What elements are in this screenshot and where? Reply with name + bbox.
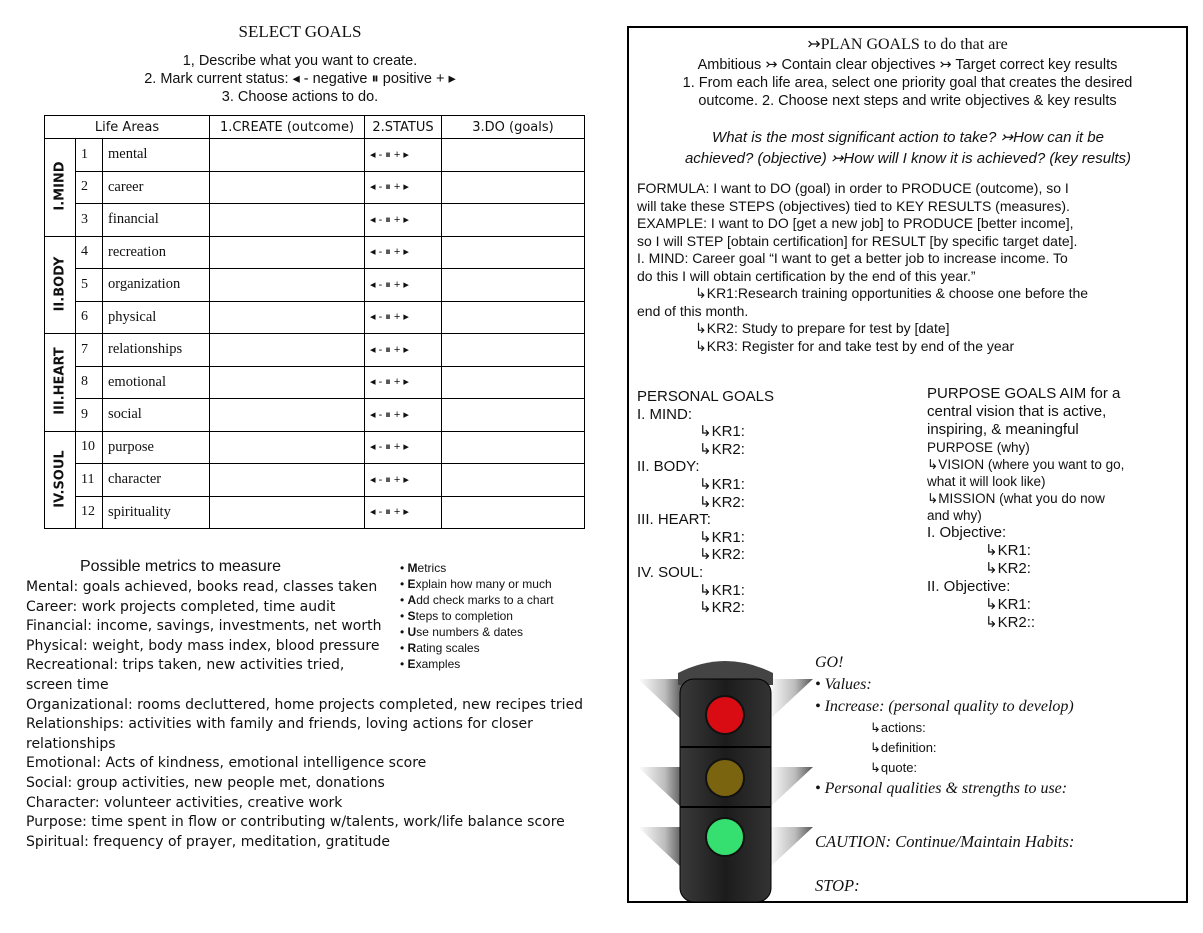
mnemonic-word: xamples <box>415 657 461 671</box>
go-definition: ↳definition: <box>870 740 937 755</box>
do-goals-cell[interactable] <box>442 301 585 334</box>
do-goals-cell[interactable] <box>442 431 585 464</box>
purpose-goals <box>927 385 1185 632</box>
mnemonic-word: etrics <box>417 561 447 575</box>
status-cell[interactable]: ◂ - ⏸ + ▸ <box>365 204 442 237</box>
row-number: 2 <box>76 171 103 204</box>
personal-kr2: ↳KR2: <box>699 546 745 564</box>
table-row <box>45 171 585 204</box>
go-section <box>815 652 1185 800</box>
mnemonic-letter: U <box>407 625 417 639</box>
row-number: 11 <box>76 464 103 497</box>
life-area-name: social <box>103 399 210 432</box>
mnemonic-item: • Steps to completion <box>400 609 513 623</box>
life-group-label: II.BODY <box>52 256 68 312</box>
status-cell[interactable]: ◂ - ⏸ + ▸ <box>365 269 442 302</box>
purpose-detail: ↳MISSION (what you do now <box>927 491 1105 506</box>
objective-1: I. Objective: <box>927 524 1007 541</box>
go-values: • Values: <box>815 676 872 693</box>
table-row <box>45 269 585 302</box>
mnemonic-word: ating scales <box>416 641 480 655</box>
do-goals-cell[interactable] <box>442 366 585 399</box>
kr-example-3: ↳KR3: Register for and take test by end of the year <box>695 337 1015 354</box>
metric-item: Spiritual: frequency of prayer, meditation, gratitude <box>26 833 390 850</box>
mnemonic-item: • Rating scales <box>400 641 480 655</box>
personal-goals <box>637 388 774 617</box>
formula-line: do this I will obtain certification by the end of this year.” <box>637 267 976 284</box>
row-number: 7 <box>76 334 103 367</box>
header-life-areas: Life Areas <box>45 116 210 139</box>
life-group-cell <box>45 496 76 529</box>
mnemonic-letter: A <box>407 593 417 607</box>
plan-goals-title: ↣PLAN GOALS to do that are <box>807 36 1008 53</box>
personal-goals-title: PERSONAL GOALS <box>637 388 774 405</box>
table-row <box>45 139 585 172</box>
kr-example-1: ↳KR1:Research training opportunities & choose one before the <box>695 285 1089 301</box>
do-goals-cell[interactable] <box>442 236 585 269</box>
instruction-1: 1, Describe what you want to create. <box>182 53 418 69</box>
traffic-light-icon <box>638 657 813 902</box>
row-number: 10 <box>76 431 103 464</box>
life-area-name: relationships <box>103 334 210 367</box>
life-area-name: character <box>103 464 210 497</box>
instruction-2: 2. Mark current status: ◂ - negative ⏸ positive + ▸ <box>144 71 456 87</box>
status-cell[interactable]: ◂ - ⏸ + ▸ <box>365 236 442 269</box>
row-number: 6 <box>76 301 103 334</box>
personal-area-soul: IV. SOUL: <box>637 563 704 581</box>
life-area-name: emotional <box>103 366 210 399</box>
amber-light-icon <box>706 759 744 797</box>
life-group-cell <box>45 431 76 508</box>
create-outcome-cell[interactable] <box>210 464 365 497</box>
red-light-icon <box>706 696 744 734</box>
do-goals-cell[interactable] <box>442 204 585 237</box>
status-cell[interactable]: ◂ - ⏸ + ▸ <box>365 334 442 367</box>
do-goals-cell[interactable] <box>442 399 585 432</box>
life-group-label: I.MIND <box>52 161 68 211</box>
mnemonic-word: teps to completion <box>415 609 513 623</box>
status-cell[interactable]: ◂ - ⏸ + ▸ <box>365 496 442 529</box>
create-outcome-cell[interactable] <box>210 171 365 204</box>
status-cell[interactable]: ◂ - ⏸ + ▸ <box>365 139 442 172</box>
formula-block <box>637 180 1185 355</box>
table-row <box>45 399 585 432</box>
status-cell[interactable]: ◂ - ⏸ + ▸ <box>365 366 442 399</box>
life-area-name: spirituality <box>103 496 210 529</box>
question-line: achieved? (objective) ↣How will I know it is achieved? (key results) <box>684 150 1132 167</box>
row-number: 3 <box>76 204 103 237</box>
life-group-cell <box>45 204 76 237</box>
personal-kr1: ↳KR1: <box>699 423 745 441</box>
mnemonic-letter: M <box>407 561 418 575</box>
table-row <box>45 431 585 464</box>
status-cell[interactable]: ◂ - ⏸ + ▸ <box>365 431 442 464</box>
create-outcome-cell[interactable] <box>210 139 365 172</box>
purpose-detail: ↳VISION (where you want to go, <box>927 457 1125 472</box>
life-group-label: III.HEART <box>52 347 68 416</box>
mnemonic-item: • Add check marks to a chart <box>400 593 554 607</box>
table-row <box>45 204 585 237</box>
mnemonic-word: xplain how many or much <box>415 577 552 591</box>
purpose-kr2: ↳KR2: <box>985 560 1031 577</box>
metric-item: Emotional: Acts of kindness, emotional intelligence score <box>26 755 427 772</box>
personal-kr1: ↳KR1: <box>699 581 745 599</box>
question-line: What is the most significant action to take? ↣How can it be <box>712 129 1104 146</box>
personal-kr1: ↳KR1: <box>699 475 745 493</box>
mnemonic-list <box>400 560 554 672</box>
table-row <box>45 496 585 529</box>
key-questions <box>633 127 1183 169</box>
row-number: 1 <box>76 139 103 172</box>
row-number: 9 <box>76 399 103 432</box>
formula-line: EXAMPLE: I want to DO [get a new job] to PRODUCE [better income], <box>637 215 1074 231</box>
row-number: 8 <box>76 366 103 399</box>
mnemonic-letter: E <box>407 657 416 671</box>
purpose-kr1: ↳KR1: <box>985 596 1031 613</box>
go-increase: • Increase: (personal quality to develop) <box>815 698 1074 715</box>
plan-subtitle-line: outcome. 2. Choose next steps and write objectives & key results <box>698 93 1117 109</box>
life-group-cell <box>45 464 76 497</box>
create-outcome-cell[interactable] <box>210 496 365 529</box>
go-actions: ↳actions: <box>870 720 926 735</box>
life-area-name: mental <box>103 139 210 172</box>
life-area-name: financial <box>103 204 210 237</box>
status-cell[interactable]: ◂ - ⏸ + ▸ <box>365 464 442 497</box>
create-outcome-cell[interactable] <box>210 301 365 334</box>
instructions <box>0 52 600 106</box>
create-outcome-cell[interactable] <box>210 334 365 367</box>
table-body <box>45 139 585 529</box>
plan-subtitle-line: Ambitious ↣ Contain clear objectives ↣ Target correct key results <box>697 57 1118 73</box>
life-group-cell <box>45 269 76 302</box>
personal-area-mind: I. MIND: <box>637 405 692 423</box>
kr-example-1-cont: end of this month. <box>637 302 749 319</box>
header-status: 2.STATUS <box>365 116 442 139</box>
life-group-cell <box>45 366 76 399</box>
row-number: 12 <box>76 496 103 529</box>
life-group-label: IV.SOUL <box>52 450 68 508</box>
header-do: 3.DO (goals) <box>442 116 585 139</box>
instruction-3: 3. Choose actions to do. <box>221 89 379 105</box>
metric-item: screen time <box>26 676 109 693</box>
mnemonic-item: • Use numbers & dates <box>400 625 523 639</box>
do-goals-cell[interactable] <box>442 139 585 172</box>
mnemonic-letter: E <box>407 577 416 591</box>
table-row <box>45 334 585 367</box>
kr-example-2: ↳KR2: Study to prepare for test by [date] <box>695 320 950 336</box>
life-group-cell <box>45 236 76 312</box>
purpose-intro: inspiring, & meaningful <box>927 421 1079 438</box>
life-area-name: physical <box>103 301 210 334</box>
mnemonic-letter: S <box>407 609 416 623</box>
plan-subtitle <box>627 56 1188 110</box>
caution-label: CAUTION: Continue/Maintain Habits: <box>815 832 1075 851</box>
metric-item: Relationships: activities with family and friends, loving actions for closer <box>26 716 533 733</box>
row-number: 5 <box>76 269 103 302</box>
purpose-detail: what it will look like) <box>927 474 1046 489</box>
create-outcome-cell[interactable] <box>210 431 365 464</box>
metric-item: Social: group activities, new people met, donations <box>26 774 385 791</box>
table-row <box>45 301 585 334</box>
purpose-kr1: ↳KR1: <box>985 542 1031 559</box>
metric-item: Purpose: time spent in flow or contributing w/talents, work/life balance score <box>26 814 565 831</box>
select-goals-title: SELECT GOALS <box>238 22 362 41</box>
personal-kr1: ↳KR1: <box>699 528 745 546</box>
do-goals-cell[interactable] <box>442 496 585 529</box>
create-outcome-cell[interactable] <box>210 269 365 302</box>
life-area-name: organization <box>103 269 210 302</box>
formula-line: FORMULA: I want to DO (goal) in order to PRODUCE (outcome), so I <box>637 180 1069 196</box>
purpose-kr2: ↳KR2:: <box>985 614 1036 631</box>
status-cell[interactable]: ◂ - ⏸ + ▸ <box>365 171 442 204</box>
metric-item: Financial: income, savings, investments, net worth <box>26 618 382 635</box>
create-outcome-cell[interactable] <box>210 366 365 399</box>
green-light-icon <box>706 818 744 856</box>
life-group-cell <box>45 301 76 334</box>
create-outcome-cell[interactable] <box>210 399 365 432</box>
formula-line: will take these STEPS (objectives) tied to KEY RESULTS (measures). <box>637 197 1070 214</box>
mnemonic-item: • Metrics <box>400 561 447 575</box>
metric-item: Career: work projects completed, time audit <box>26 598 336 615</box>
life-areas-table <box>44 115 585 529</box>
purpose-detail: PURPOSE (why) <box>927 440 1030 455</box>
personal-kr2: ↳KR2: <box>699 440 745 458</box>
status-cell[interactable]: ◂ - ⏸ + ▸ <box>365 301 442 334</box>
table-row <box>45 464 585 497</box>
go-strengths: • Personal qualities & strengths to use: <box>815 780 1068 797</box>
personal-area-body: II. BODY: <box>637 458 700 476</box>
do-goals-cell[interactable] <box>442 464 585 497</box>
life-area-name: recreation <box>103 236 210 269</box>
life-area-name: purpose <box>103 431 210 464</box>
status-cell[interactable]: ◂ - ⏸ + ▸ <box>365 399 442 432</box>
life-area-name: career <box>103 171 210 204</box>
metric-item: Recreational: trips taken, new activities tried, <box>26 657 345 674</box>
metric-item: Character: volunteer activities, creative work <box>26 794 343 811</box>
purpose-intro: PURPOSE GOALS AIM for a <box>927 385 1121 402</box>
personal-kr2: ↳KR2: <box>699 599 745 617</box>
mnemonic-word: se numbers & dates <box>416 625 523 639</box>
table-row <box>45 236 585 269</box>
row-number: 4 <box>76 236 103 269</box>
objective-2: II. Objective: <box>927 578 1011 595</box>
purpose-detail: and why) <box>927 508 982 523</box>
metric-item: Mental: goals achieved, books read, classes taken <box>26 579 378 595</box>
do-goals-cell[interactable] <box>442 334 585 367</box>
formula-line: so I will STEP [obtain certification] for RESULT [by specific target date]. <box>637 232 1078 249</box>
table-header-row <box>45 116 585 139</box>
go-quote: ↳quote: <box>870 760 918 775</box>
do-goals-cell[interactable] <box>442 269 585 302</box>
mnemonic-item: • Examples <box>400 657 461 671</box>
life-group-cell <box>45 139 76 211</box>
life-group-cell <box>45 399 76 432</box>
header-create: 1.CREATE (outcome) <box>210 116 365 139</box>
do-goals-cell[interactable] <box>442 171 585 204</box>
personal-area-heart: III. HEART: <box>637 511 711 529</box>
life-group-cell <box>45 334 76 416</box>
stop-label: STOP: <box>815 876 860 895</box>
metrics-title: Possible metrics to measure <box>80 558 281 575</box>
metric-item: relationships <box>26 735 116 752</box>
personal-kr2: ↳KR2: <box>699 493 745 511</box>
mnemonic-letter: R <box>407 641 417 655</box>
metric-item: Organizational: rooms decluttered, home projects completed, new recipes tried <box>26 696 584 713</box>
mnemonic-item: • Explain how many or much <box>400 577 552 591</box>
mnemonic-word: dd check marks to a chart <box>416 593 554 607</box>
create-outcome-cell[interactable] <box>210 236 365 269</box>
create-outcome-cell[interactable] <box>210 204 365 237</box>
table-row <box>45 366 585 399</box>
plan-subtitle-line: 1. From each life area, select one priority goal that creates the desired <box>682 75 1133 91</box>
life-group-cell <box>45 171 76 204</box>
metric-item: Physical: weight, body mass index, blood pressure <box>26 637 380 654</box>
purpose-intro: central vision that is active, <box>927 403 1107 420</box>
formula-line: I. MIND: Career goal “I want to get a better job to increase income. To <box>637 250 1068 266</box>
go-title: GO! <box>815 654 844 671</box>
